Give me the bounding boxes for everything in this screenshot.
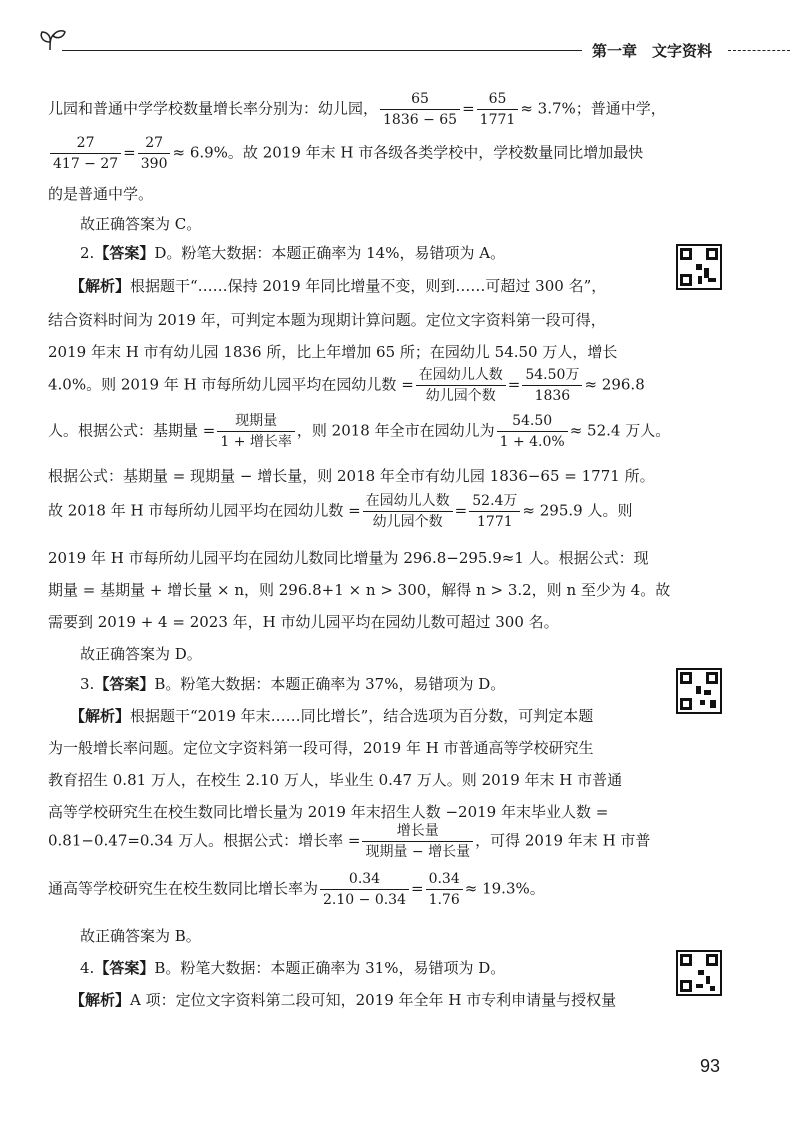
chapter-label: 第一章 — [592, 42, 638, 60]
text-line: $\frac{27}{417 - 27}$ = $\frac{27}{390}$ ≈ 6.9%。故 2019 年末 H 市各级各类学校中，学校数量同比增加最快 — [48, 134, 643, 173]
answer-header: 2.【答案】D。粉笔大数据：本题正确率为 14%，易错项为 A。 — [80, 244, 506, 262]
chapter-title: 文字资料 — [652, 42, 713, 60]
text-line: 根据公式：基期量 = 现期量 − 增长量，则 2018 年全市有幼儿园 1836−65 = 1771 所。 — [48, 467, 655, 485]
text-line: 期量 = 基期量 + 增长量 × n，则 296.8+1 × n > 300，解得 n > 3.2，则 n 至少为 4。故 — [48, 581, 671, 599]
fraction: $\frac{\text{现期量}}{\text{1 + 增长率}}$ — [217, 412, 295, 451]
fraction: $\frac{\text{52.4万}}{1771}$ — [469, 492, 520, 531]
text-line: 通高等学校研究生在校生数同比增长率为 $\frac{0.34}{2.10 - 0.34}$ = $\frac{0.34}{1.76}$ ≈ 19.3%。 — [48, 871, 545, 908]
answer-line: 故正确答案为 C。 — [80, 215, 202, 233]
fraction: $\frac{0.34}{1.76}$ — [426, 870, 463, 909]
header-rule-right — [728, 50, 790, 52]
page-header — [0, 0, 800, 60]
fraction: $\frac{65}{1836 - 65}$ — [380, 90, 460, 129]
text-line: 2019 年末 H 市有幼儿园 1836 所，比上年增加 65 所；在园幼儿 54.50 万人，增长 — [48, 343, 618, 361]
analysis-line: 【解析】根据题干“……保持 2019 年同比增量不变，则到……可超过 300 名”， — [70, 277, 607, 295]
fraction: $\frac{27}{417 - 27}$ — [50, 134, 121, 173]
qr-code-icon[interactable] — [676, 950, 722, 996]
text-line: 教育招生 0.81 万人，在校生 2.10 万人，毕业生 0.47 万人。则 2019 年末 H 市普通 — [48, 771, 623, 789]
analysis-line: 【解析】A 项：定位文字资料第二段可知，2019 年全年 H 市专利申请量与授权量 — [70, 991, 617, 1009]
text-line: 需要到 2019 + 4 = 2023 年，H 市幼儿园平均在园幼儿数可超过 300 名。 — [48, 613, 559, 631]
text-line: 人。根据公式：基期量 = $\frac{\text{现期量}}{\text{1 + 增长率}}$ ，则 2018 年全市在园幼儿为 $\frac{54.50}{1 + 4.0\%}$ ≈ 52.4 万人。 — [48, 413, 671, 450]
fraction: $\frac{\text{54.50万}}{1836}$ — [522, 366, 582, 405]
text-line: 2019 年 H 市每所幼儿园平均在园幼儿数同比增量为 296.8−295.9≈1 人。根据公式：现 — [48, 549, 649, 567]
fraction: $\frac{65}{1771}$ — [477, 90, 519, 129]
fraction: $\frac{0.34}{2.10 - 0.34}$ — [320, 870, 409, 909]
answer-line: 故正确答案为 D。 — [80, 645, 202, 663]
analysis-line: 【解析】根据题干“2019 年末……同比增长”，结合选项为百分数，可判定本题 — [70, 707, 594, 725]
sprout-icon — [36, 28, 68, 52]
page-number: 93 — [700, 1056, 721, 1076]
qr-code-icon[interactable] — [676, 244, 722, 290]
fraction: $\frac{\text{增长量}}{\text{现期量 − 增长量}}$ — [362, 822, 473, 861]
text-line: 4.0%。则 2019 年 H 市每所幼儿园平均在园幼儿数 = $\frac{\text{在园幼儿人数}}{\text{幼儿园个数}}$ = $\frac{\text{54.50万}}{1836}$ ≈ 296.8 — [48, 367, 645, 404]
text-line: 的是普通中学。 — [48, 185, 154, 203]
text-line: 故 2018 年 H 市每所幼儿园平均在园幼儿数 = $\frac{\text{在园幼儿人数}}{\text{幼儿园个数}}$ = $\frac{\text{52.4万}}{1771}$ ≈ 295.9 人。则 — [48, 493, 633, 530]
answer-line: 故正确答案为 B。 — [80, 927, 201, 945]
fraction: $\frac{\text{在园幼儿人数}}{\text{幼儿园个数}}$ — [363, 492, 453, 531]
text-line: 高等学校研究生在校生数同比增长量为 2019 年末招生人数 −2019 年末毕业人数 = — [48, 803, 609, 821]
fraction: $\frac{27}{390}$ — [138, 134, 171, 173]
header-rule-left — [62, 50, 582, 51]
fraction: $\frac{54.50}{1 + 4.0\%}$ — [497, 412, 568, 451]
answer-header: 3.【答案】B。粉笔大数据：本题正确率为 37%，易错项为 D。 — [80, 675, 506, 693]
text-line: 为一般增长率问题。定位文字资料第一段可得，2019 年 H 市普通高等学校研究生 — [48, 739, 594, 757]
qr-code-icon[interactable] — [676, 668, 722, 714]
text-line: 结合资料时间为 2019 年，可判定本题为现期计算问题。定位文字资料第一段可得， — [48, 311, 606, 329]
fraction: $\frac{\text{在园幼儿人数}}{\text{幼儿园个数}}$ — [416, 366, 506, 405]
text-line: 儿园和普通中学学校数量增长率分别为：幼儿园， $\frac{65}{1836 - 65}$ = $\frac{65}{1771}$ ≈ 3.7%；普通中学， — [48, 91, 666, 128]
answer-header: 4.【答案】B。粉笔大数据：本题正确率为 31%，易错项为 D。 — [80, 959, 506, 977]
text-line: 0.81−0.47=0.34 万人。根据公式：增长率 = $\frac{\text{增长量}}{\text{现期量 − 增长量}}$ ，可得 2019 年末 H 市普 — [48, 823, 651, 860]
